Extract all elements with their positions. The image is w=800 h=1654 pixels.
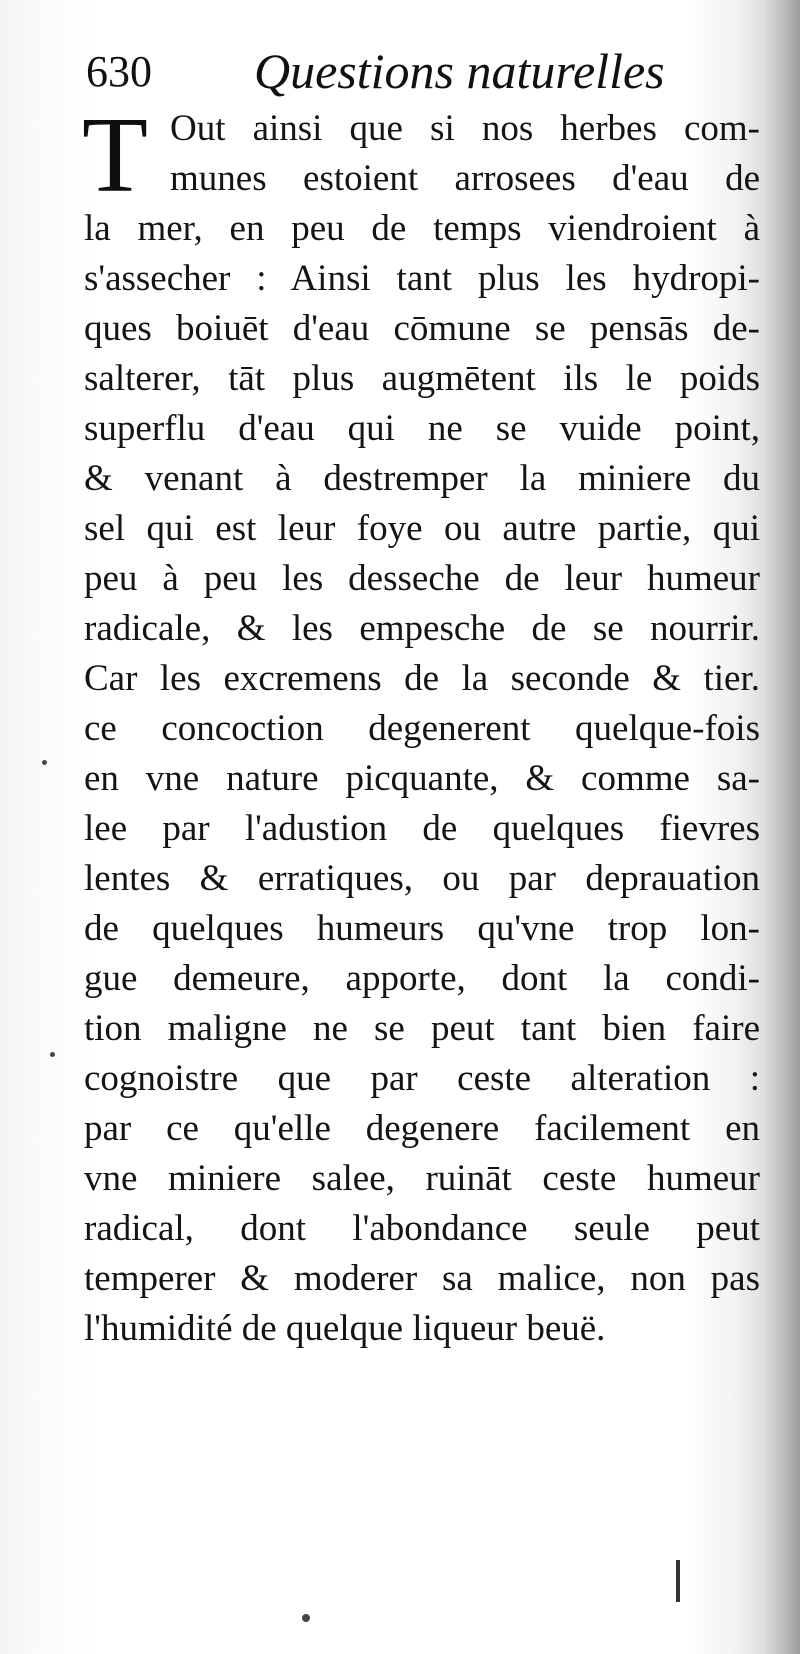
text-line: par ce qu'elle degenere facilement en	[84, 1108, 760, 1149]
text-line: & venant à destremper la miniere du	[84, 458, 760, 499]
text-line: lentes & erratiques, ou par deprauation	[84, 858, 760, 899]
text-line: s'assecher : Ainsi tant plus les hydropi-	[84, 258, 760, 299]
text-line: superflu d'eau qui ne se vuide point,	[84, 408, 760, 449]
text-line: ce concoction degenerent quelque-fois	[84, 708, 760, 749]
text-line: ques boiuēt d'eau cōmune se pensās de-	[84, 308, 760, 349]
ink-stroke	[676, 1560, 680, 1602]
ink-speck	[50, 1052, 55, 1057]
text-line: radical, dont l'abondance seule peut	[84, 1208, 760, 1249]
text-line: l'humidité de quelque liqueur beuë.	[84, 1308, 606, 1349]
drop-cap-initial: T	[82, 96, 148, 215]
text-line: salterer, tāt plus augmētent ils le poids	[84, 358, 760, 399]
page-header	[86, 38, 746, 102]
gutter-shadow	[764, 0, 800, 1654]
text-line: cognoistre que par ceste alteration :	[84, 1058, 760, 1099]
text-line: la mer, en peu de temps viendroient à	[84, 208, 760, 249]
text-line: lee par l'adustion de quelques fievres	[84, 808, 760, 849]
ink-speck	[302, 1614, 310, 1622]
text-line: munes estoient arrosees d'eau de	[170, 158, 760, 199]
text-line: vne miniere salee, ruināt ceste humeur	[84, 1158, 760, 1199]
text-line: gue demeure, apporte, dont la condi-	[84, 958, 760, 999]
text-line: peu à peu les desseche de leur humeur	[84, 558, 760, 599]
text-line: de quelques humeurs qu'vne trop lon-	[84, 908, 760, 949]
text-line: temperer & moderer sa malice, non pas	[84, 1258, 760, 1299]
text-line: radicale, & les empesche de se nourrir.	[84, 608, 760, 649]
text-line: Out ainsi que si nos herbes com-	[170, 108, 760, 149]
ink-speck	[42, 760, 47, 765]
page-number: 630	[86, 47, 152, 96]
body-text	[82, 96, 760, 1354]
text-line: tion maligne ne se peut tant bien faire	[84, 1008, 760, 1049]
text-line: sel qui est leur foye ou autre partie, qui	[84, 508, 760, 549]
running-title: Questions naturelles	[254, 43, 665, 99]
text-line: Car les excremens de la seconde & tier.	[84, 658, 760, 699]
text-line: en vne nature picquante, & comme sa-	[84, 758, 760, 799]
